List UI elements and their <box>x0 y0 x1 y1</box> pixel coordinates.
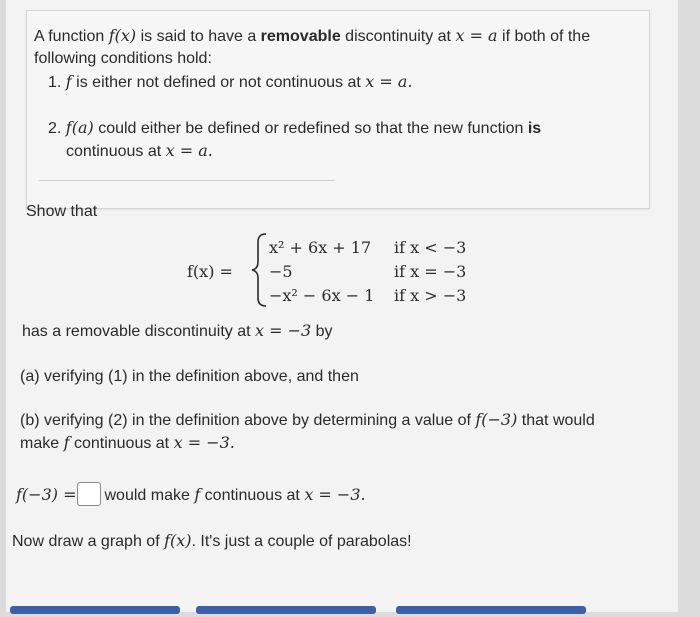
answer-text: continuous at <box>200 487 305 504</box>
condition-1 <box>48 71 412 94</box>
part-b-text: that would <box>517 412 595 429</box>
piece-3-cond: if x > −3 <box>394 286 467 305</box>
part-b-math: x = −3. <box>173 433 235 452</box>
part-b-math: f(−3) <box>475 410 518 429</box>
graph-math: f(x) <box>164 531 192 550</box>
part-b-math: f <box>63 433 70 452</box>
condition-text: is either not defined or not continuous at <box>71 74 366 91</box>
definition-line-1 <box>34 25 590 48</box>
show-that-label: Show that <box>26 203 98 220</box>
statement-text: by <box>311 323 333 340</box>
answer-text: would make <box>104 487 195 504</box>
divider <box>39 180 335 181</box>
part-b-text: make <box>20 435 64 452</box>
bottom-tab-3[interactable] <box>396 606 586 614</box>
question-page <box>6 0 678 612</box>
definition-math: f(x) <box>108 26 137 45</box>
definition-text: if both of the <box>497 28 591 45</box>
bottom-tab-2[interactable] <box>196 606 376 614</box>
condition-2-line-2 <box>66 140 213 163</box>
condition-math: f <box>65 72 72 91</box>
part-b-text: continuous at <box>69 435 174 452</box>
piece-1-cond: if x < −3 <box>394 238 467 257</box>
part-b-text: (b) verifying (2) in the definition above by determining a value of <box>20 412 476 429</box>
piecewise-lhs: f(x) = <box>187 262 233 281</box>
piece-3-expr: −x² − 6x − 1 <box>269 286 375 305</box>
condition-number: 1. <box>48 74 62 91</box>
removable-statement <box>22 320 333 343</box>
definition-text: discontinuity at <box>340 28 456 45</box>
condition-text: continuous at <box>66 143 166 160</box>
answer-lhs: f(−3) = <box>16 485 77 504</box>
definition-text: A function <box>34 28 109 45</box>
graph-text: Now draw a graph of <box>12 533 165 550</box>
part-b-line-2 <box>20 432 235 455</box>
piece-1-expr: x² + 6x + 17 <box>269 238 372 257</box>
piece-2-expr: −5 <box>269 262 293 281</box>
condition-math: x = a. <box>365 72 413 91</box>
condition-math: f(a) <box>65 118 94 137</box>
part-a: (a) verifying (1) in the definition above, and then <box>20 368 359 385</box>
bottom-tab-1[interactable] <box>10 606 180 614</box>
answer-line <box>16 482 366 509</box>
statement-text: has a removable discontinuity at <box>22 323 256 340</box>
definition-math: x = a <box>455 26 498 45</box>
piecewise-brace-icon <box>250 232 270 308</box>
graph-instruction <box>12 530 412 553</box>
answer-math: x = −3. <box>304 485 366 504</box>
definition-line-2: following conditions hold: <box>34 50 212 67</box>
definition-bold: removable <box>260 28 341 45</box>
condition-bold: is <box>527 120 542 137</box>
answer-input[interactable] <box>77 482 101 506</box>
part-b-line-1 <box>20 409 595 432</box>
condition-math: x = a. <box>165 141 213 160</box>
answer-math: f <box>194 485 201 504</box>
piece-2-cond: if x = −3 <box>394 262 467 281</box>
definition-text: is said to have a <box>136 28 261 45</box>
graph-text: . It's just a couple of parabolas! <box>191 533 412 550</box>
condition-text: could either be defined or redefined so that the new function <box>93 120 528 137</box>
statement-math: x = −3 <box>255 321 312 340</box>
condition-2 <box>48 117 541 140</box>
condition-number: 2. <box>48 120 62 137</box>
